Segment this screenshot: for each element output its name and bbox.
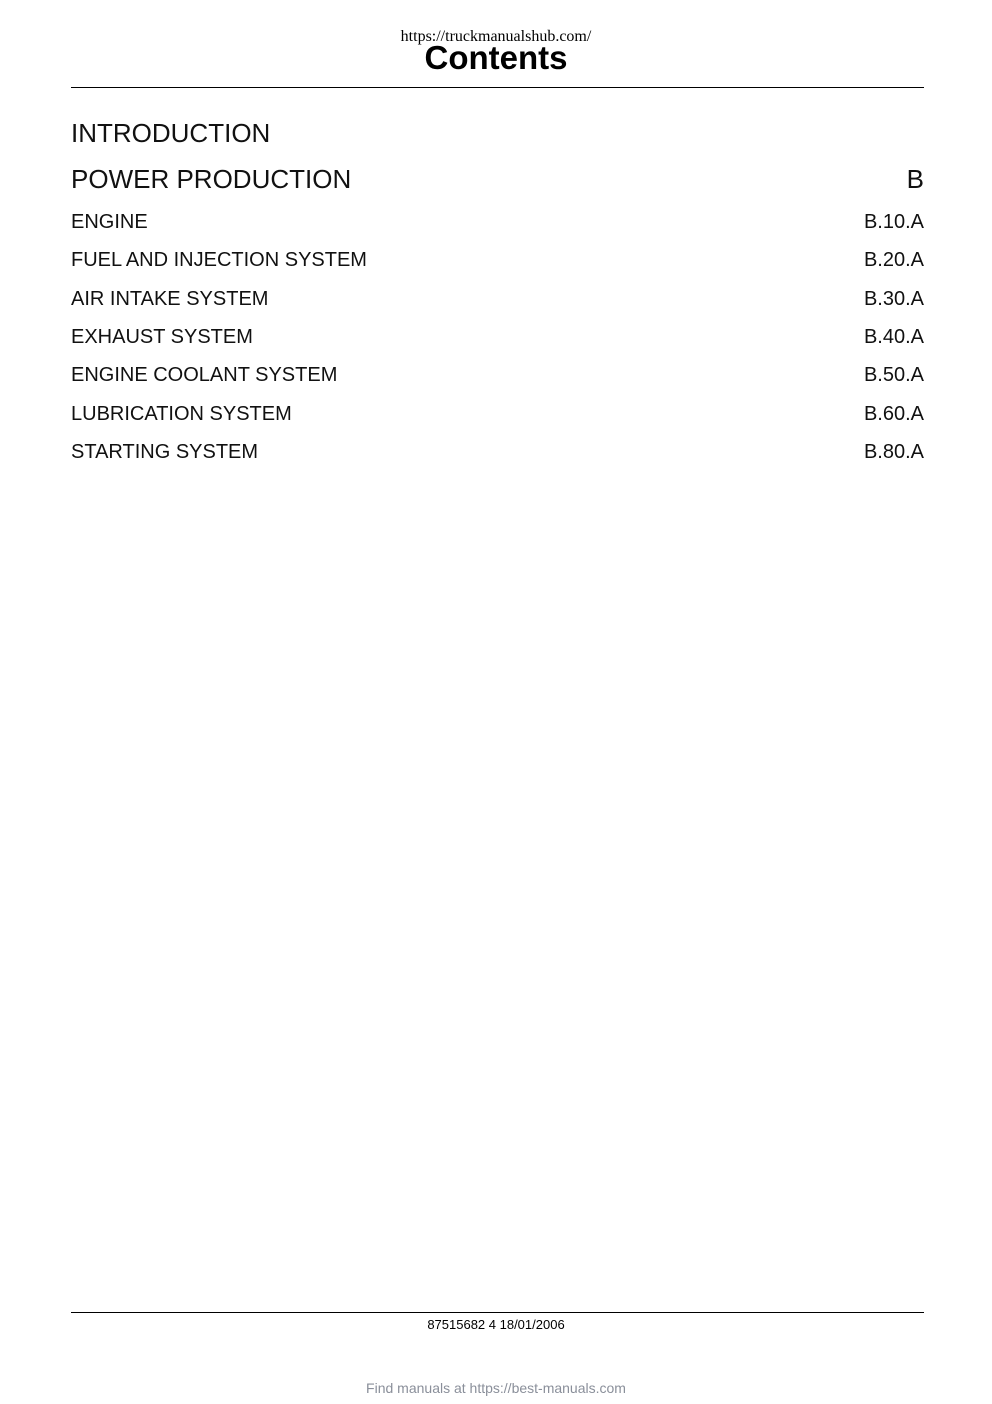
toc-chapter-label: STARTING SYSTEM [71,441,259,463]
toc-chapter-label: EXHAUST SYSTEM [71,326,253,348]
toc-chapter-label: FUEL AND INJECTION SYSTEM [71,249,367,271]
toc-section-label: POWER PRODUCTION [71,164,352,194]
footer-divider [71,1312,924,1313]
toc-chapter-exhaust[interactable] [71,325,924,349]
header-divider [71,87,924,88]
toc-section-label: INTRODUCTION [71,118,271,148]
toc-chapter-lubrication[interactable] [71,402,924,426]
document-reference: 87515682 4 18/01/2006 [427,1317,565,1332]
toc-chapter-engine-coolant[interactable] [71,363,924,387]
toc-chapter-code: B.10.A [863,211,924,233]
toc-chapter-label: AIR INTAKE SYSTEM [71,288,269,310]
toc-section-introduction[interactable] [71,118,924,148]
toc-chapter-code: B.20.A [863,249,924,271]
toc-chapter-label: ENGINE COOLANT SYSTEM [71,364,338,386]
toc-chapter-code: B.60.A [863,403,924,425]
toc-chapter-label: LUBRICATION SYSTEM [71,403,292,425]
toc-chapter-code: B.40.A [863,326,924,348]
manuals-link[interactable]: Find manuals at https://best-manuals.com [366,1380,626,1396]
toc-chapter-code: B.80.A [863,441,924,463]
toc-chapter-code: B.30.A [863,288,924,310]
toc-chapter-engine[interactable] [71,210,924,234]
toc-chapter-fuel-injection[interactable] [71,248,924,272]
toc-chapter-code: B.50.A [863,364,924,386]
toc-section-power-production[interactable] [71,164,924,194]
toc-chapter-starting[interactable] [71,440,924,464]
toc-chapter-air-intake[interactable] [71,287,924,311]
source-url-watermark[interactable]: https://truckmanualshub.com/ [400,28,592,45]
toc-section-code: B [906,164,924,194]
page-title: Contents [424,39,568,76]
toc-chapter-label: ENGINE [71,211,148,233]
